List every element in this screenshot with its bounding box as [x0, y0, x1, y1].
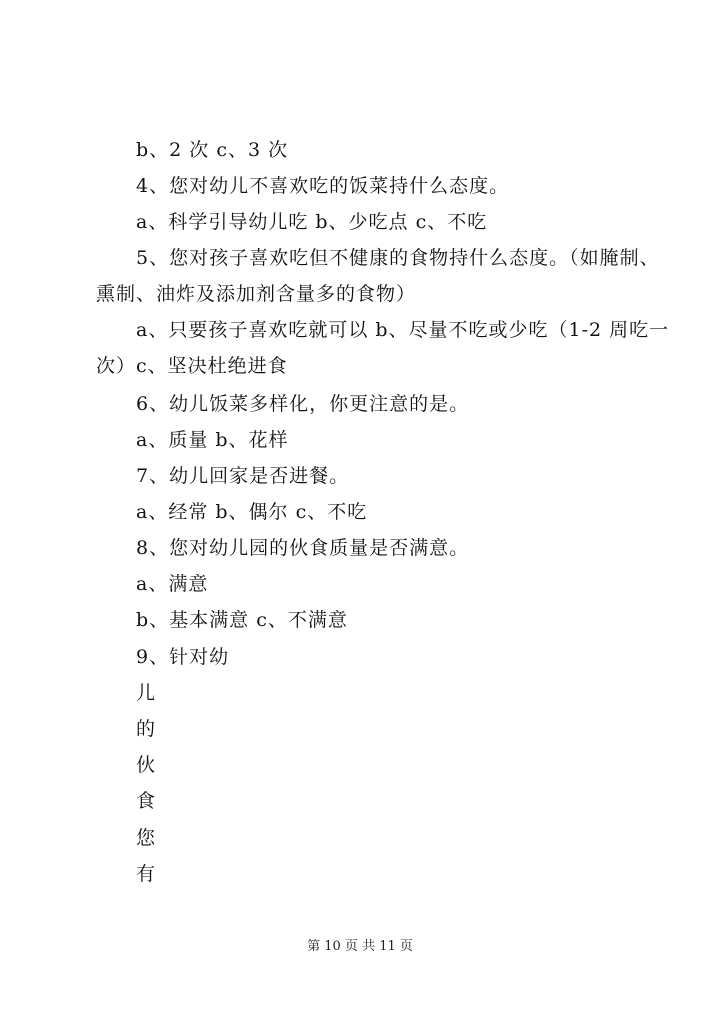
question-6: 6、幼儿饭菜多样化，你更注意的是。 [136, 393, 470, 415]
text-line-1: b、2 次 c、3 次 [136, 139, 289, 161]
question-5: 5、您对孩子喜欢吃但不健康的食物持什么态度。（如腌制、 [136, 247, 660, 269]
vertical-char: 儿 [136, 682, 157, 704]
question-4: 4、您对幼儿不喜欢吃的饭菜持什么态度。 [136, 175, 510, 197]
question-7: 7、幼儿回家是否进餐。 [136, 465, 350, 487]
question-9: 9、针对幼 [136, 646, 230, 668]
vertical-char: 您 [136, 827, 157, 849]
question-5-continued: 熏制、油炸及添加剂含量多的食物） [96, 283, 417, 305]
answer-5-options: a、只要孩子喜欢吃就可以 b、尽量不吃或少吃（1-2 周吃一 [136, 319, 670, 341]
vertical-char: 食 [136, 790, 157, 812]
answer-6-options: a、质量 b、花样 [136, 429, 289, 451]
vertical-char: 有 [136, 863, 157, 885]
answer-8-options-bc: b、基本满意 c、不满意 [136, 609, 348, 631]
answer-5-options-continued: 次）c、坚决杜绝进食 [96, 355, 288, 377]
vertical-char: 伙 [136, 754, 157, 776]
question-8: 8、您对幼儿园的伙食质量是否满意。 [136, 537, 470, 559]
vertical-char: 的 [136, 718, 157, 740]
answer-8-option-a: a、满意 [136, 573, 209, 595]
answer-4-options: a、科学引导幼儿吃 b、少吃点 c、不吃 [136, 211, 488, 233]
page-footer: 第 10 页 共 11 页 [307, 939, 413, 954]
answer-7-options: a、经常 b、偶尔 c、不吃 [136, 501, 368, 523]
